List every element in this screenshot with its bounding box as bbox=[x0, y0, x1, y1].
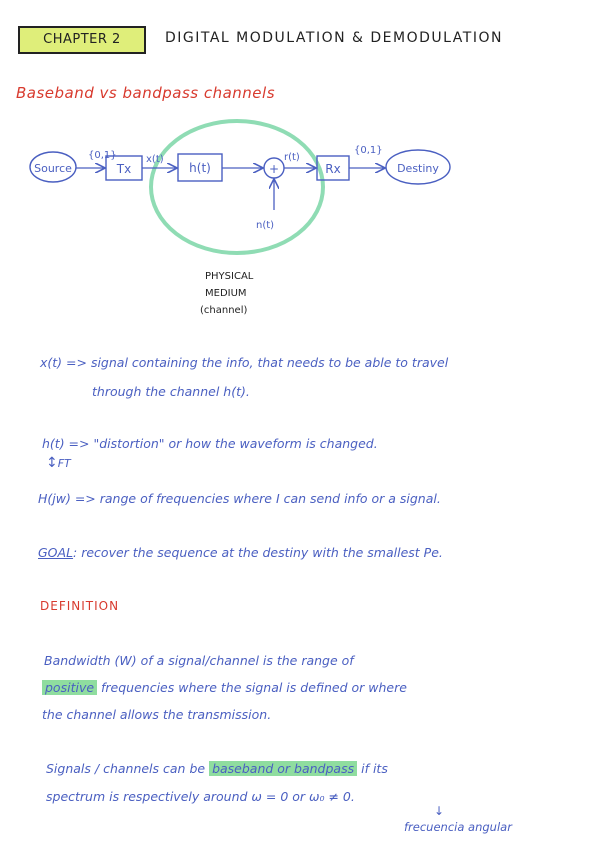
goal-label: GOAL bbox=[38, 545, 74, 560]
noise-label: n(t) bbox=[256, 220, 275, 231]
bandwidth-line-1: Bandwidth (W) of a signal/channel is the range of bbox=[44, 653, 354, 668]
signals-line-1 bbox=[46, 761, 388, 776]
chapter-label: CHAPTER 2 bbox=[18, 26, 146, 54]
bandwidth-line-2-rest: frequencies where the signal is defined or where bbox=[97, 680, 407, 695]
goal-note bbox=[38, 545, 443, 560]
input-bits-label: {0,1} bbox=[88, 150, 117, 161]
goal-text: : recover the sequence at the destiny with the smallest Pe. bbox=[73, 545, 443, 560]
rx-label: Rx bbox=[325, 162, 341, 176]
source-label: Source bbox=[34, 162, 72, 175]
xt-note-line-1: x(t) => signal containing the info, that needs to be able to travel bbox=[40, 355, 449, 370]
bandwidth-line-2 bbox=[42, 680, 407, 695]
bandwidth-line-3: the channel allows the transmission. bbox=[42, 707, 272, 722]
output-bits-label: {0,1} bbox=[354, 145, 383, 156]
destiny-label: Destiny bbox=[397, 162, 439, 175]
signals-line-1-start: Signals / channels can be bbox=[46, 761, 206, 776]
signals-line-2: spectrum is respectively around ω = 0 or ω₀ ≠ 0. bbox=[46, 789, 355, 804]
positive-highlight: positive bbox=[42, 680, 97, 695]
section-heading: Baseband vs bandpass channels bbox=[16, 84, 276, 102]
signals-line-1-end: if its bbox=[357, 761, 388, 776]
physical-medium-line-1: PHYSICAL bbox=[205, 271, 254, 282]
angular-frequency-note: frecuencia angular bbox=[404, 820, 512, 834]
communication-system-diagram bbox=[0, 110, 600, 320]
updown-arrow-icon: ↕ bbox=[46, 455, 58, 471]
ft-arrow-label bbox=[46, 455, 71, 471]
channel-block-label: h(t) bbox=[189, 161, 211, 175]
down-arrow-icon: ↓ bbox=[434, 804, 445, 818]
physical-medium-line-2: MEDIUM bbox=[205, 288, 247, 299]
rt-label: r(t) bbox=[284, 152, 300, 163]
adder-symbol: + bbox=[268, 162, 280, 176]
tx-label: Tx bbox=[116, 162, 132, 176]
xt-label: x(t) bbox=[146, 154, 164, 165]
baseband-bandpass-highlight: baseband or bandpass bbox=[209, 761, 357, 776]
ht-note: h(t) => "distortion" or how the waveform is changed. bbox=[42, 436, 378, 451]
ft-label: FT bbox=[57, 457, 71, 470]
hjw-note: H(jw) => range of frequencies where I can send info or a signal. bbox=[38, 491, 441, 506]
channel-circle bbox=[151, 121, 323, 253]
page-title: DIGITAL MODULATION & DEMODULATION bbox=[165, 30, 503, 46]
definition-heading: DEFINITION bbox=[40, 599, 120, 613]
xt-note-line-2: through the channel h(t). bbox=[92, 384, 250, 399]
physical-medium-line-3: (channel) bbox=[200, 305, 248, 316]
